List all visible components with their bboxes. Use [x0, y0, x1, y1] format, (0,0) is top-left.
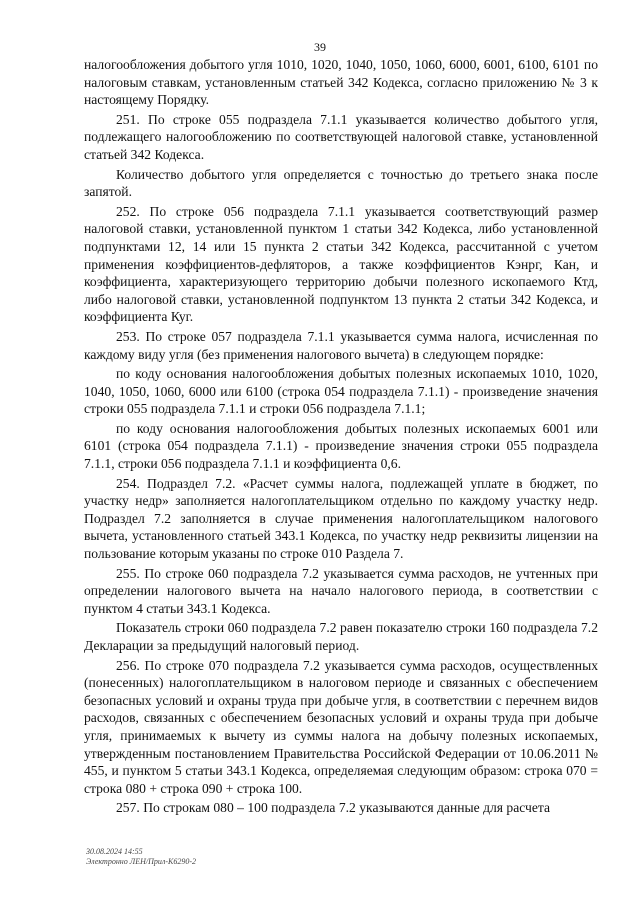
footer-document-id: Электронно ЛЕН/Прил-К6290-2 [86, 857, 196, 866]
paragraph-251-precision: Количество добытого угля определяется с точностью до третьего знака после запятой. [84, 166, 598, 200]
paragraph-253-case-2: по коду основания налогообложения добытых полезных ископаемых 6001 или 6101 (строка 054 подраздела 7.1.1) - произведение значения строки 055 подраздела 7.1.1, строки 056 подраздела 7.1.1 и коэффициента 0,6. [84, 420, 598, 472]
footer-timestamp: 30.08.2024 14:55 [86, 847, 143, 856]
document-body [84, 56, 598, 819]
paragraph-253: 253. По строке 057 подраздела 7.1.1 указывается сумма налога, исчисленная по каждому виду угля (без применения налогового вычета) в следующем порядке: [84, 328, 598, 362]
page-number: 39 [314, 40, 326, 54]
paragraph-253-case-1: по коду основания налогообложения добытых полезных ископаемых 1010, 1020, 1040, 1050, 1060, 6000 или 6100 (строка 054 подраздела 7.1.1) - произведение значения строки 055 подраздела 7.1.1 и строки 056 подраздела 7.1.1; [84, 366, 598, 417]
paragraph-252: 252. По строке 056 подраздела 7.1.1 указывается соответствующий размер налоговой ставки, установленной пунктом 1 статьи 342 Кодекса, либо установленной подпунктами 12, 14 или 15 пункта 2 статьи 342 Кодекса, рассчитанной с учетом применения коэффициентов-дефляторов, а также коэффициентов Кэнрг, Кан, и коэффициента, характеризующего территорию добычи полезного ископаемого Ктд, либо налоговой ставки, установленной подпунктом 13 пункта 2 статьи 342 Кодекса, и коэффициента Куг. [84, 203, 598, 325]
paragraph-255: 255. По строке 060 подраздела 7.2 указывается сумма расходов, не учтенных при определении налогового вычета на начало налогового периода, в соответствии с пунктом 4 статьи 343.1 Кодекса. [84, 565, 598, 616]
paragraph-257: 257. По строкам 080 – 100 подраздела 7.2 указываются данные для расчета [116, 800, 551, 816]
paragraph-254: 254. Подраздел 7.2. «Расчет суммы налога, подлежащей уплате в бюджет, по участку недр» заполняется налогоплательщиком отдельно по каждому участку недр. Подраздел 7.2 заполняется в случае применения налогоплательщиком налогового вычета, установленного статьей 343.1 Кодекса, по участку недр реквизиты лицензии на пользование которым указаны по строке 010 Раздела 7. [84, 475, 598, 562]
paragraph-255-indicator: Показатель строки 060 подраздела 7.2 равен показателю строки 160 подраздела 7.2 Декларации за предыдущий налоговый период. [84, 620, 598, 653]
paragraph-251: 251. По строке 055 подраздела 7.1.1 указывается количество добытого угля, подлежащего налогообложению по соответствующей налоговой ставке, установленной статьей 342 Кодекса. [84, 111, 598, 162]
footer-stamp [86, 847, 196, 867]
paragraph-256: 256. По строке 070 подраздела 7.2 указывается сумма расходов, осуществленных (понесенных) налогоплательщиком в налоговом периоде и связанных с обеспечением безопасных условий и охраны труда при добыче угля, в соответствии с перечнем видов расходов, связанных с обеспечением безопасных условий и охраны труда при добыче угля, принимаемых к вычету из суммы налога на добычу полезных ископаемых, утвержденным постановлением Правительства Российской Федерации от 10.06.2011 № 455, и пунктом 5 статьи 343.1 Кодекса, определяемая следующим образом: строка 070 = строка 080 + строка 090 + строка 100. [84, 657, 598, 796]
paragraph-continuation: налогообложения добытого угля 1010, 1020, 1040, 1050, 1060, 6000, 6001, 6100, 6101 по налоговым ставкам, установленным статьей 342 Кодекса, согласно приложению № 3 к настоящему Порядку. [84, 57, 598, 108]
